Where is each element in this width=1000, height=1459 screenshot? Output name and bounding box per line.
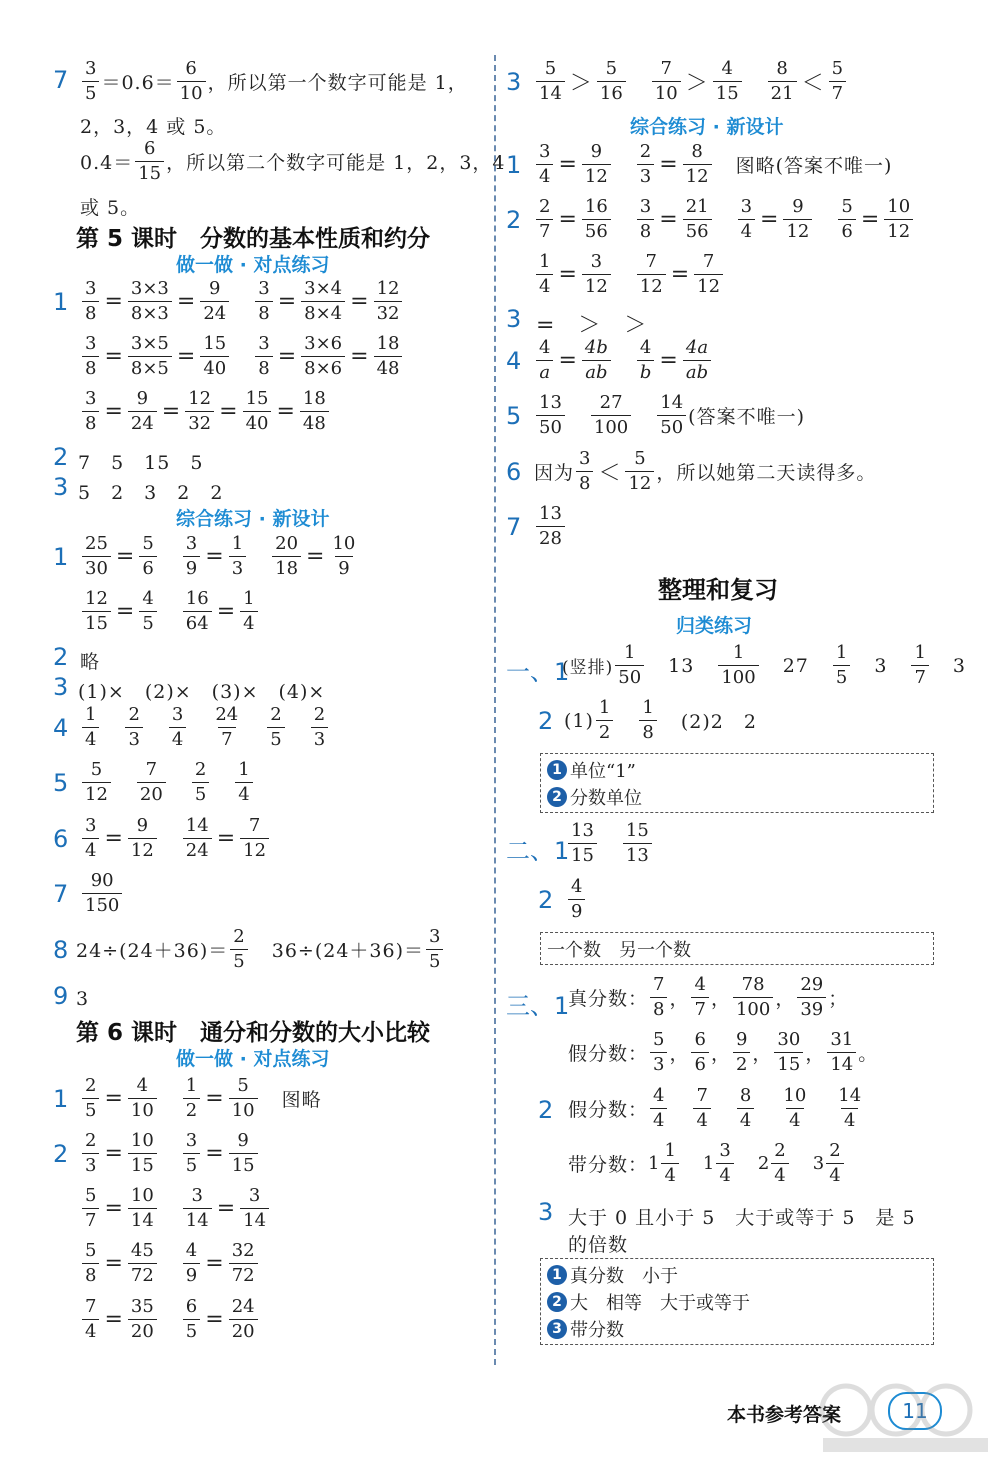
item-number: 2 [538, 1096, 554, 1124]
number-badge: 1 [547, 760, 567, 780]
item-number: 1 [506, 151, 522, 179]
item-number: 1 [53, 543, 69, 571]
answer-line: 真分数： $\frac{7}{8}$ ， $\frac{4}{7}$ ， $\frac{78}{100}$ ， $\frac{29}{39}$ ； [568, 974, 849, 1020]
section-title: 综合练习 · 新设计 [630, 116, 784, 138]
section-title: 做一做 · 对点练习 [176, 254, 330, 276]
answer-line: 3 [76, 988, 90, 1010]
section-title: 综合练习 · 新设计 [176, 508, 330, 530]
answer-line: $\frac{2}{7}$ = $\frac{16}{56}$ $\frac{3}{8}$ = $\frac{21}{56}$ $\frac{3}{4}$ = $\frac{9}{12}$ $\frac{5}{6}$ = $\frac{10}{12}$ [534, 198, 915, 241]
item-number: 7 [53, 66, 69, 94]
column-divider [494, 55, 496, 1365]
answer-line: $\frac{5}{14}$ ＞ $\frac{5}{16}$ $\frac{7}{10}$ ＞ $\frac{4}{15}$ $\frac{8}{21}$ ＜ $\frac{5}{7}$ [534, 60, 848, 103]
item-number: 一、1 [506, 658, 570, 686]
item-number: 2 [53, 643, 69, 671]
answer-line: $\frac{3}{8}$ = $\frac{3\times 5}{8\times 5}$ = $\frac{15}{40}$ $\frac{3}{8}$ = $\frac{3\times 6}{8\times 6}$ = $\frac{18}{48}$ [80, 335, 404, 378]
answer-line: $\frac{3}{8}$ = $\frac{9}{24}$ = $\frac{12}{32}$ = $\frac{15}{40}$ = $\frac{18}{48}$ [80, 390, 331, 433]
number-badge: 1 [547, 1265, 567, 1285]
answer-line: (1)× (2)× (3)× (4)× [78, 681, 326, 703]
item-number: 2 [538, 886, 554, 914]
item-number: 三、1 [506, 992, 570, 1020]
item-number: 4 [506, 347, 522, 375]
answer-line: 假分数： $\frac{5}{3}$ ， $\frac{6}{6}$ ， $\frac{9}{2}$ ， $\frac{30}{15}$ ， $\frac{31}{14}$ 。 [568, 1029, 879, 1075]
answer-line: 5 2 3 2 2 [78, 482, 224, 504]
answer-line: $\frac{1}{4}$ $\frac{2}{3}$ $\frac{3}{4}$ $\frac{24}{7}$ $\frac{2}{5}$ $\frac{2}{3}$ [80, 706, 330, 749]
answer-line: $\frac{3}{5}$ ＝0.6＝ $\frac{6}{10}$ ，所以第一个数字可能是 1， [80, 60, 468, 103]
answer-line: $\frac{5}{12}$ $\frac{7}{20}$ $\frac{2}{5}$ $\frac{1}{4}$ [80, 761, 255, 804]
number-badge: 2 [547, 1292, 567, 1312]
answer-line: $\frac{13}{50}$ $\frac{27}{100}$ $\frac{14}{50}$ (答案不唯一) [534, 394, 805, 437]
answer-line: 24÷(24＋36)＝ $\frac{2}{5}$ 36÷(24＋36)＝ $\frac{3}{5}$ [76, 928, 445, 971]
item-number: 3 [506, 68, 522, 96]
watermark-logo [818, 1370, 993, 1455]
answer-line: 假分数： $\frac{4}{4}$ $\frac{7}{4}$ $\frac{8}{4}$ $\frac{10}{4}$ $\frac{14}{4}$ [568, 1085, 862, 1131]
item-number: 9 [53, 982, 69, 1010]
number-badge: 3 [547, 1319, 567, 1339]
footer-label: 本书参考答案 [727, 1404, 842, 1426]
fraction: $\frac{6}{15}$ [135, 140, 164, 183]
fraction: $\frac{6}{10}$ [177, 60, 206, 103]
item-number: 5 [506, 402, 522, 430]
answer-line: $\frac{25}{30}$ = $\frac{5}{6}$ $\frac{3}{9}$ = $\frac{1}{3}$ $\frac{20}{18}$ = $\frac{10}{9}$ [80, 535, 360, 578]
answer-line: $\frac{5}{7}$ = $\frac{10}{14}$ $\frac{3}{14}$ = $\frac{3}{14}$ [80, 1187, 271, 1230]
answer-line: $\frac{13}{28}$ [534, 505, 567, 548]
answer-line: $\frac{2}{5}$ = $\frac{4}{10}$ $\frac{1}{2}$ = $\frac{5}{10}$ 图略 [80, 1077, 322, 1120]
number-badge: 2 [547, 787, 567, 807]
item-number: 2 [506, 206, 522, 234]
answer-line: $\frac{2}{3}$ = $\frac{10}{15}$ $\frac{3}{5}$ = $\frac{9}{15}$ [80, 1132, 260, 1175]
answer-line: 2，3，4 或 5。 [80, 116, 227, 138]
item-number: 3 [538, 1198, 554, 1226]
item-number: 3 [53, 673, 69, 701]
answer-line: $\frac{13}{15}$ $\frac{15}{13}$ [566, 822, 654, 865]
answer-line: (1) $\frac{1}{2}$ $\frac{1}{8}$ (2)2 2 [564, 697, 757, 743]
answer-line: $\frac{1}{4}$ = $\frac{3}{12}$ $\frac{7}{12}$ = $\frac{7}{12}$ [534, 253, 725, 296]
item-number: 6 [506, 458, 522, 486]
item-number: 8 [53, 936, 69, 964]
section-title: 归类练习 [676, 615, 753, 637]
answer-line: 带分数： 1 $\frac{1}{4}$ 1 $\frac{3}{4}$ 2 $\frac{2}{4}$ 3 $\frac{2}{4}$ [568, 1142, 846, 1185]
hint-box: 一个数 另一个数 [540, 932, 934, 965]
fraction: $\frac{3}{5}$ [82, 60, 99, 103]
answer-line: = ＞ ＞ [536, 313, 648, 338]
lesson-title: 第 6 课时 通分和分数的大小比较 [76, 1020, 431, 1046]
item-number: 1 [53, 1085, 69, 1113]
review-title: 整理和复习 [658, 576, 778, 604]
item-number: 1 [53, 288, 69, 316]
answer-line: $\frac{4}{9}$ [566, 878, 587, 921]
hint-box: 1 单位“1” 2 分数单位 [540, 753, 934, 813]
item-number: 3 [506, 305, 522, 333]
item-number: 3 [53, 473, 69, 501]
item-number: 4 [53, 714, 69, 742]
item-number: 7 [53, 880, 69, 908]
answer-line: 略 [80, 651, 101, 673]
answer-line: 大于 0 且小于 5 大于或等于 5 是 5 [568, 1207, 916, 1229]
item-number: 7 [506, 513, 522, 541]
answer-line: $\frac{5}{8}$ = $\frac{45}{72}$ $\frac{4}{9}$ = $\frac{32}{72}$ [80, 1242, 260, 1285]
answer-line: 或 5。 [80, 197, 141, 219]
answer-line: 的倍数 [568, 1234, 629, 1256]
section-title: 做一做 · 对点练习 [176, 1048, 330, 1070]
answer-line: $\frac{3}{4}$ = $\frac{9}{12}$ $\frac{2}{3}$ = $\frac{8}{12}$ 图略(答案不唯一) [534, 143, 892, 186]
answer-line: $\frac{90}{150}$ [80, 872, 124, 915]
answer-line: $\frac{4}{a}$ = $\frac{4b}{ab}$ $\frac{4}{b}$ = $\frac{4a}{ab}$ [534, 339, 713, 382]
item-number: 二、1 [506, 837, 570, 865]
answer-line: $\frac{12}{15}$ = $\frac{4}{5}$ $\frac{16}{64}$ = $\frac{1}{4}$ [80, 590, 260, 633]
answer-line: $\frac{3}{8}$ = $\frac{3\times 3}{8\times 3}$ = $\frac{9}{24}$ $\frac{3}{8}$ = $\frac{3\times 4}{8\times 4}$ = $\frac{12}{32}$ [80, 280, 404, 323]
page-number: 11 [888, 1392, 942, 1430]
answer-line: (竖排) $\frac{1}{50}$ 13 $\frac{1}{100}$ 27 $\frac{1}{5}$ 3 $\frac{1}{7}$ 3 [562, 642, 966, 688]
item-number: 6 [53, 825, 69, 853]
answer-line: $\frac{3}{4}$ = $\frac{9}{12}$ $\frac{14}{24}$ = $\frac{7}{12}$ [80, 817, 271, 860]
item-number: 2 [53, 1140, 69, 1168]
answer-line: $\frac{7}{4}$ = $\frac{35}{20}$ $\frac{6}{5}$ = $\frac{24}{20}$ [80, 1298, 260, 1341]
item-number: 2 [53, 443, 69, 471]
item-number: 2 [538, 707, 554, 735]
answer-line: 7 5 15 5 [78, 452, 204, 474]
answer-line: 因为 $\frac{3}{8}$ ＜ $\frac{5}{12}$ ，所以她第二天读得多。 [534, 448, 877, 494]
answer-line: 0.4＝ $\frac{6}{15}$ ，所以第二个数字可能是 1，2，3，4 [80, 138, 506, 184]
item-number: 5 [53, 769, 69, 797]
lesson-title: 第 5 课时 分数的基本性质和约分 [76, 226, 431, 252]
hint-box: 1 真分数 小于 2 大 相等 大于或等于 3 带分数 [540, 1258, 934, 1345]
